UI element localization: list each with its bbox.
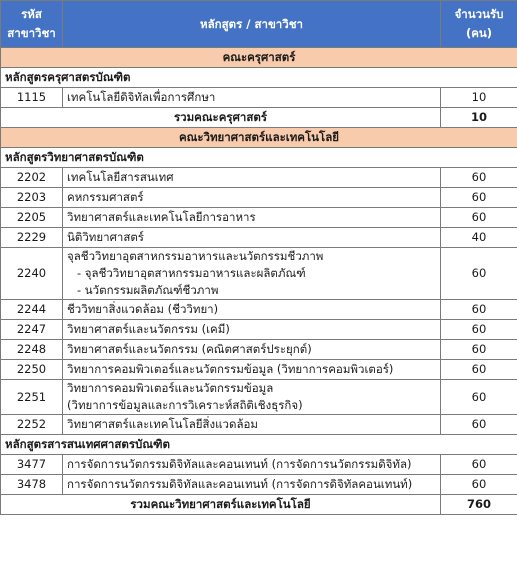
faculty-row-science: คณะวิทยาศาสตร์และเทคโนโลยี xyxy=(1,128,517,148)
table-row: 3478 การจัดการนวัตกรรมดิจิทัลและคอนเทนท์ (การจัดการดิจิทัลคอนเทนท์) 60 xyxy=(1,475,517,495)
total-row: รวมคณะครุศาสตร์ 10 xyxy=(1,108,517,128)
table-row: 3477 การจัดการนวัตกรรมดิจิทัลและคอนเทนท์ (การจัดการนวัตกรรมดิจิทัล) 60 xyxy=(1,455,517,475)
program-name-detail: (วิทยาการข้อมูลและการวิเคราะห์สถิติเชิงธุรกิจ) xyxy=(67,398,303,412)
table-row: 2250 วิทยาการคอมพิวเตอร์และนวัตกรรมข้อมูล (วิทยาการคอมพิวเตอร์) 60 xyxy=(1,360,517,380)
table-row: 2229 นิติวิทยาศาสตร์ 40 xyxy=(1,228,517,248)
total-row: รวมคณะวิทยาศาสตร์และเทคโนโลยี 760 xyxy=(1,495,517,515)
sub-program: - นวัตกรรมผลิตภัณฑ์ชีวภาพ xyxy=(77,283,219,297)
header-code: รหัส สาขาวิชา xyxy=(1,1,63,48)
table-row: 2247 วิทยาศาสตร์และนวัตกรรม (เคมี) 60 xyxy=(1,320,517,340)
table-header xyxy=(1,1,517,48)
header-program: หลักสูตร / สาขาวิชา xyxy=(63,1,441,48)
program-name: จุลชีววิทยาอุตสาหกรรมอาหารและนวัตกรรมชีวภาพ xyxy=(67,249,324,263)
table-row: 2251 วิทยาการคอมพิวเตอร์และนวัตกรรมข้อมูล (วิทยาการข้อมูลและการวิเคราะห์สถิติเชิงธุรกิจ) 60 xyxy=(1,380,517,415)
program-group-row: หลักสูตรวิทยาศาสตรบัณฑิต xyxy=(1,148,517,168)
program-name: วิทยาการคอมพิวเตอร์และนวัตกรรมข้อมูล xyxy=(67,381,274,395)
sub-program: - จุลชีววิทยาอุตสาหกรรมอาหารและผลิตภัณฑ์ xyxy=(77,266,306,280)
table-row: 1115 เทคโนโลยีดิจิทัลเพื่อการศึกษา 10 xyxy=(1,88,517,108)
program-group-row: หลักสูตรครุศาสตรบัณฑิต xyxy=(1,68,517,88)
program-group-row: หลักสูตรสารสนเทศศาสตรบัณฑิต xyxy=(1,435,517,455)
table-row: 2244 ชีววิทยาสิ่งแวดล้อม (ชีววิทยา) 60 xyxy=(1,300,517,320)
table-row: 2203 คหกรรมศาสตร์ 60 xyxy=(1,188,517,208)
table-row: 2202 เทคโนโลยีสารสนเทศ 60 xyxy=(1,168,517,188)
table-row: 2240 จุลชีววิทยาอุตสาหกรรมอาหารและนวัตกรรมชีวภาพ - จุลชีววิทยาอุตสาหกรรมอาหารและผลิตภัณฑ์ - นวัตกรรมผลิตภัณฑ์ชีวภาพ 60 xyxy=(1,248,517,300)
header-capacity: จำนวนรับ (คน) xyxy=(441,1,517,48)
table-row: 2205 วิทยาศาสตร์และเทคโนโลยีการอาหาร 60 xyxy=(1,208,517,228)
faculty-row-education: คณะครุศาสตร์ xyxy=(1,48,517,68)
table-row: 2248 วิทยาศาสตร์และนวัตกรรม (คณิตศาสตร์ประยุกต์) 60 xyxy=(1,340,517,360)
table-row: 2252 วิทยาศาสตร์และเทคโนโลยีสิ่งแวดล้อม 60 xyxy=(1,415,517,435)
